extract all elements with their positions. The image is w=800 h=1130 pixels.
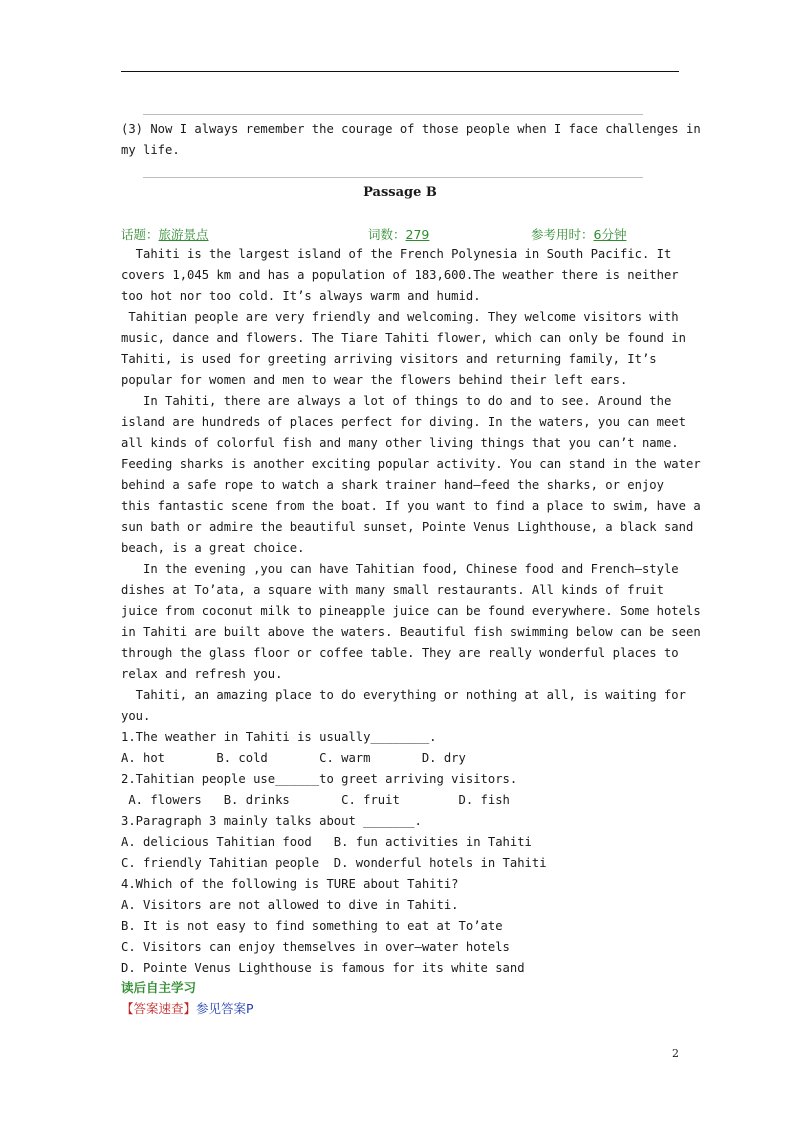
- passage-line: island are hundreds of places perfect for diving. In the waters, you can meet: [121, 415, 686, 429]
- header-rule: [121, 71, 679, 72]
- passage-line: Tahiti, an amazing place to do everything or nothing at all, is waiting for: [121, 688, 686, 702]
- question-line: C. friendly Tahitian people D. wonderful hotels in Tahiti: [121, 856, 547, 870]
- question-line: A. Visitors are not allowed to dive in Tahiti.: [121, 898, 459, 912]
- passage-line: dishes at To’ata, a square with many small restaurants. All kinds of fruit: [121, 583, 664, 597]
- prev-answer-line: my life.: [121, 143, 180, 157]
- passage-line: in Tahiti are built above the waters. Beautiful fish swimming below can be seen: [121, 625, 701, 639]
- after-reading-heading: 读后自主学习: [121, 980, 197, 995]
- divider-line: [143, 177, 643, 178]
- question-line: A. delicious Tahitian food B. fun activities in Tahiti: [121, 835, 532, 849]
- passage-line: through the glass floor or coffee table. They are really wonderful places to: [121, 646, 679, 660]
- passage-line: Tahiti is the largest island of the French Polynesia in South Pacific. It: [121, 247, 672, 261]
- passage-title: Passage B: [363, 185, 437, 200]
- passage-line: juice from coconut milk to pineapple juice can be found everywhere. Some hotels: [121, 604, 701, 618]
- topic-value: 旅游景点: [158, 227, 209, 242]
- time-value: 6分钟: [593, 227, 627, 242]
- word-count-value: 279: [405, 227, 430, 242]
- answer-check-text: 参见答案P: [196, 1001, 254, 1016]
- time-label: 参考用时：: [531, 227, 594, 242]
- topic-meta: [121, 224, 209, 245]
- question-line: D. Pointe Venus Lighthouse is famous for its white sand: [121, 961, 525, 975]
- question-line: B. It is not easy to find something to eat at To’ate: [121, 919, 503, 933]
- answer-check: [121, 998, 254, 1019]
- word-count-label: 词数：: [368, 227, 406, 242]
- passage-line: Tahiti, is used for greeting arriving visitors and returning family, It’s: [121, 352, 657, 366]
- passage-line: In the evening ,you can have Tahitian food, Chinese food and French—style: [121, 562, 679, 576]
- topic-label: 话题：: [121, 227, 159, 242]
- passage-line: too hot nor too cold. It’s always warm and humid.: [121, 289, 481, 303]
- passage-line: music, dance and flowers. The Tiare Tahiti flower, which can only be found in: [121, 331, 686, 345]
- passage-line: beach, is a great choice.: [121, 541, 305, 555]
- time-meta: [531, 224, 626, 245]
- passage-line: In Tahiti, there are always a lot of things to do and to see. Around the: [121, 394, 672, 408]
- passage-line: covers 1,045 km and has a population of 183,600.The weather there is neither: [121, 268, 679, 282]
- passage-line: sun bath or admire the beautiful sunset, Pointe Venus Lighthouse, a black sand: [121, 520, 694, 534]
- passage-line: Tahitian people are very friendly and welcoming. They welcome visitors with: [121, 310, 679, 324]
- prev-answer-line: (3) Now I always remember the courage of those people when I face challenges in: [121, 122, 701, 136]
- question-line: A. hot B. cold C. warm D. dry: [121, 751, 466, 765]
- passage-line: you.: [121, 709, 151, 723]
- question-line: 2.Tahitian people use______to greet arriving visitors.: [121, 772, 518, 786]
- passage-line: Feeding sharks is another exciting popular activity. You can stand in the water: [121, 457, 701, 471]
- question-line: 4.Which of the following is TURE about Tahiti?: [121, 877, 459, 891]
- passage-line: relax and refresh you.: [121, 667, 283, 681]
- passage-line: behind a safe rope to watch a shark trainer hand—feed the sharks, or enjoy: [121, 478, 664, 492]
- passage-line: all kinds of colorful fish and many other living things that you can’t name.: [121, 436, 679, 450]
- question-line: 3.Paragraph 3 mainly talks about _______.: [121, 814, 422, 828]
- question-line: A. flowers B. drinks C. fruit D. fish: [121, 793, 510, 807]
- question-line: 1.The weather in Tahiti is usually________.: [121, 730, 437, 744]
- passage-line: this fantastic scene from the boat. If you want to find a place to swim, have a: [121, 499, 701, 513]
- page-number: 2: [672, 1047, 679, 1060]
- answer-check-label: 【答案速查】: [121, 1001, 197, 1016]
- divider-line: [143, 114, 643, 115]
- question-line: C. Visitors can enjoy themselves in over—water hotels: [121, 940, 510, 954]
- passage-line: popular for women and men to wear the flowers behind their left ears.: [121, 373, 628, 387]
- word-count-meta: [368, 224, 429, 245]
